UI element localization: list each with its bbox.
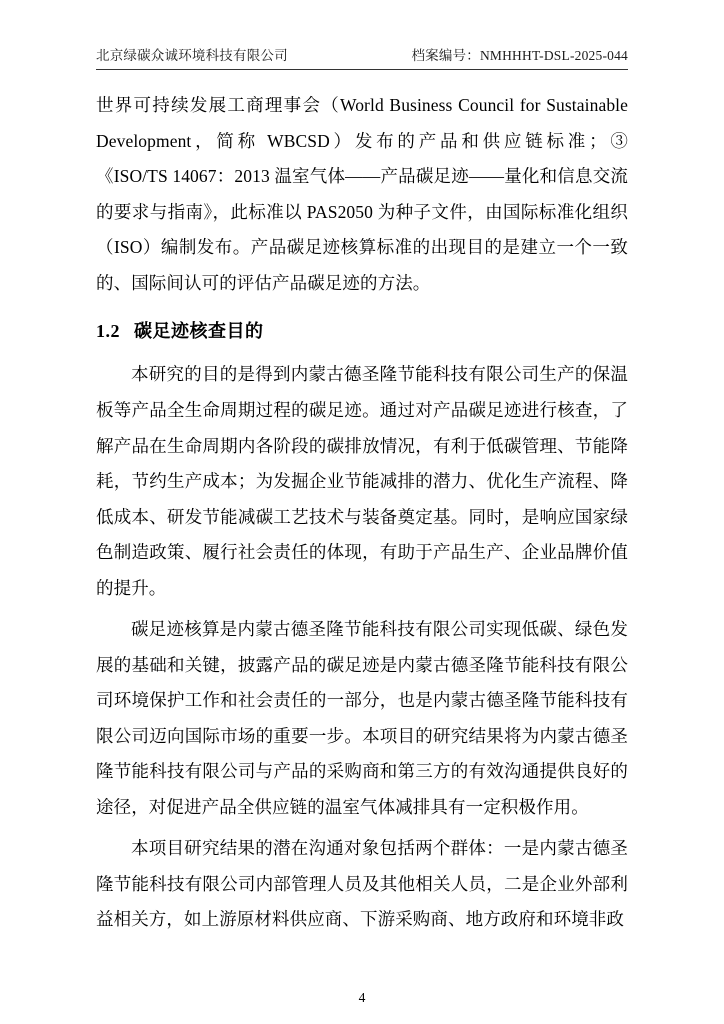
page-header <box>96 44 628 70</box>
header-archive <box>411 44 628 64</box>
paragraph-purpose-2: 碳足迹核算是内蒙古德圣隆节能科技有限公司实现低碳、绿色发展的基础和关键，披露产品的碳足迹是内蒙古德圣隆节能科技有限公司环境保护工作和社会责任的一部分，也是内蒙古德圣隆节能科技有限公司迈向国际市场的重要一步。本项目的研究结果将为内蒙古德圣隆节能科技有限公司与产品的采购商和第三方的有效沟通提供良好的途径，对促进产品全供应链的温室气体减排具有一定积极作用。 <box>96 619 628 817</box>
header-company-name: 北京绿碳众诚环境科技有限公司 <box>96 48 288 63</box>
page-number: 4 <box>358 990 366 1005</box>
header-archive-label: 档案编号： <box>411 48 480 63</box>
paragraph-intro: 世界可持续发展工商理事会（World Business Council for Sustainable Development，简称 WBCSD）发布的产品和供应链标准；③《ISO/TS 14067：2013 温室气体——产品碳足迹——量化和信息交流的要求与指南》，此标准以 PAS2050 为种子文件，由国际标准化组织（ISO）编制发布。产品碳足迹核算标准的出现目的是建立一个一致的、国际间认可的评估产品碳足迹的方法。 <box>96 95 628 293</box>
body-text <box>96 88 628 938</box>
paragraph-purpose-3: 本项目研究结果的潜在沟通对象包括两个群体：一是内蒙古德圣隆节能科技有限公司内部管理人员及其他相关人员，二是企业外部利益相关方，如上游原材料供应商、下游采购商、地方政府和环境非政 <box>96 838 628 930</box>
section-number: 1.2 <box>96 321 120 342</box>
header-archive-code: NMHHHT-DSL-2025-044 <box>479 48 628 63</box>
section-heading <box>96 315 628 347</box>
section-title-text: 碳足迹核查目的 <box>134 321 264 342</box>
page-content <box>96 44 628 984</box>
paragraph-purpose-1: 本研究的目的是得到内蒙古德圣隆节能科技有限公司生产的保温板等产品全生命周期过程的碳足迹。通过对产品碳足迹进行核查，了解产品在生命周期内各阶段的碳排放情况，有利于低碳管理、节能降耗，节约生产成本；为发掘企业节能减排的潜力、优化生产流程、降低成本、研发节能减碳工艺技术与装备奠定基。同时，是响应国家绿色制造政策、履行社会责任的体现，有助于产品生产、企业品牌价值的提升。 <box>96 364 628 598</box>
